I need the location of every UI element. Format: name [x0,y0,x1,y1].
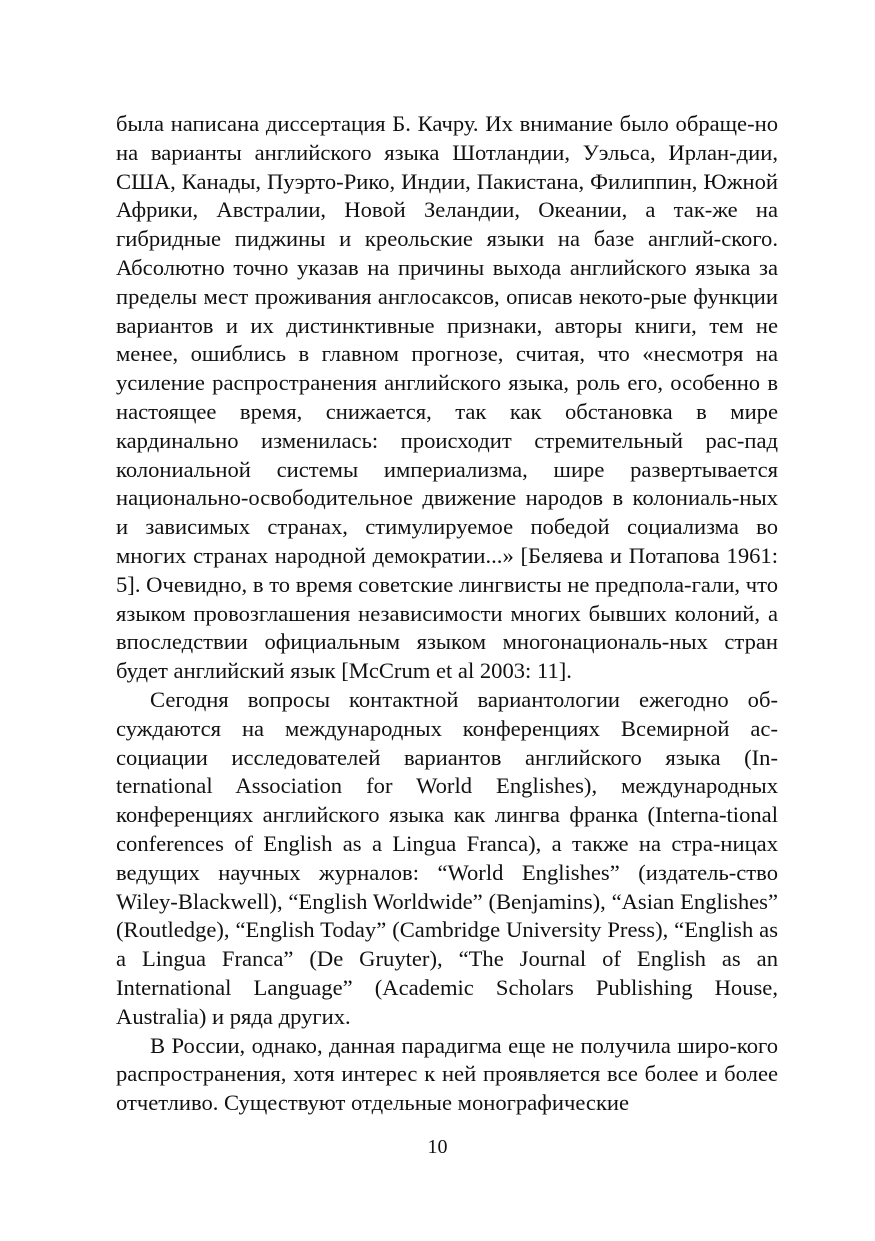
paragraph-continuation: была написана диссертация Б. Качру. Их внимание было обраще-но на варианты английского языка Шотландии, Уэльса, Ирлан-дии, США, Канады, Пуэрто-Рико, Индии, Пакистана, Филиппин, Южной Африки, Австралии, Новой Зеландии, Океании, а так-же на гибридные пиджины и креольские языки на базе англий-ского. Абсолютно точно указав на причины выхода английского языка за пределы мест проживания англосаксов, описав некото-рые функции вариантов и их дистинктивные признаки, авторы книги, тем не менее, ошиблись в главном прогнозе, считая, что «несмотря на усиление распространения английского языка, роль его, особенно в настоящее время, снижается, так как обстановка в мире кардинально изменилась: происходит стремительный рас-пад колониальной системы империализма, шире развертывается национально-освободительное движение народов в колониаль-ных и зависимых странах, стимулируемое победой социализма во многих странах народной демократии...» [Беляева и Потапова 1961: 5]. Очевидно, в то время советские лингвисты не предпола-гали, что языком провозглашения независимости многих бывших колоний, а впоследствии официальным языком многонациональ-ных стран будет английский язык [McCrum et al 2003: 11]. [116,111,778,684]
paragraph-contact-variantology: Сегодня вопросы контактной вариантологии ежегодно об-суждаются на международных конференциях Всемирной ас-социации исследователей вариантов английского языка (In-ternational Association for World Englishes), международных конференциях английского языка как лингва франка (Interna-tional conferences of English as a Lingua Franca), а также на стра-ницах ведущих научных журналов: “World Englishes” (издатель-ство Wiley-Blackwell), “English Worldwide” (Benjamins), “Asian Englishes” (Routledge), “English Today” (Cambridge University Press), “English as a Lingua Franca” (De Gruyter), “The Journal of English as an International Language” (Academic Scholars Publishing House, Australia) и ряда других. [116,686,778,1029]
body-text [116,110,778,1118]
page-number: 10 [427,1136,448,1158]
paragraph-russia: В России, однако, данная парадигма еще не получила широ-кого распространения, хотя интерес к ней проявляется все более и более отчетливо. Существуют отдельные монографические [116,1032,778,1116]
